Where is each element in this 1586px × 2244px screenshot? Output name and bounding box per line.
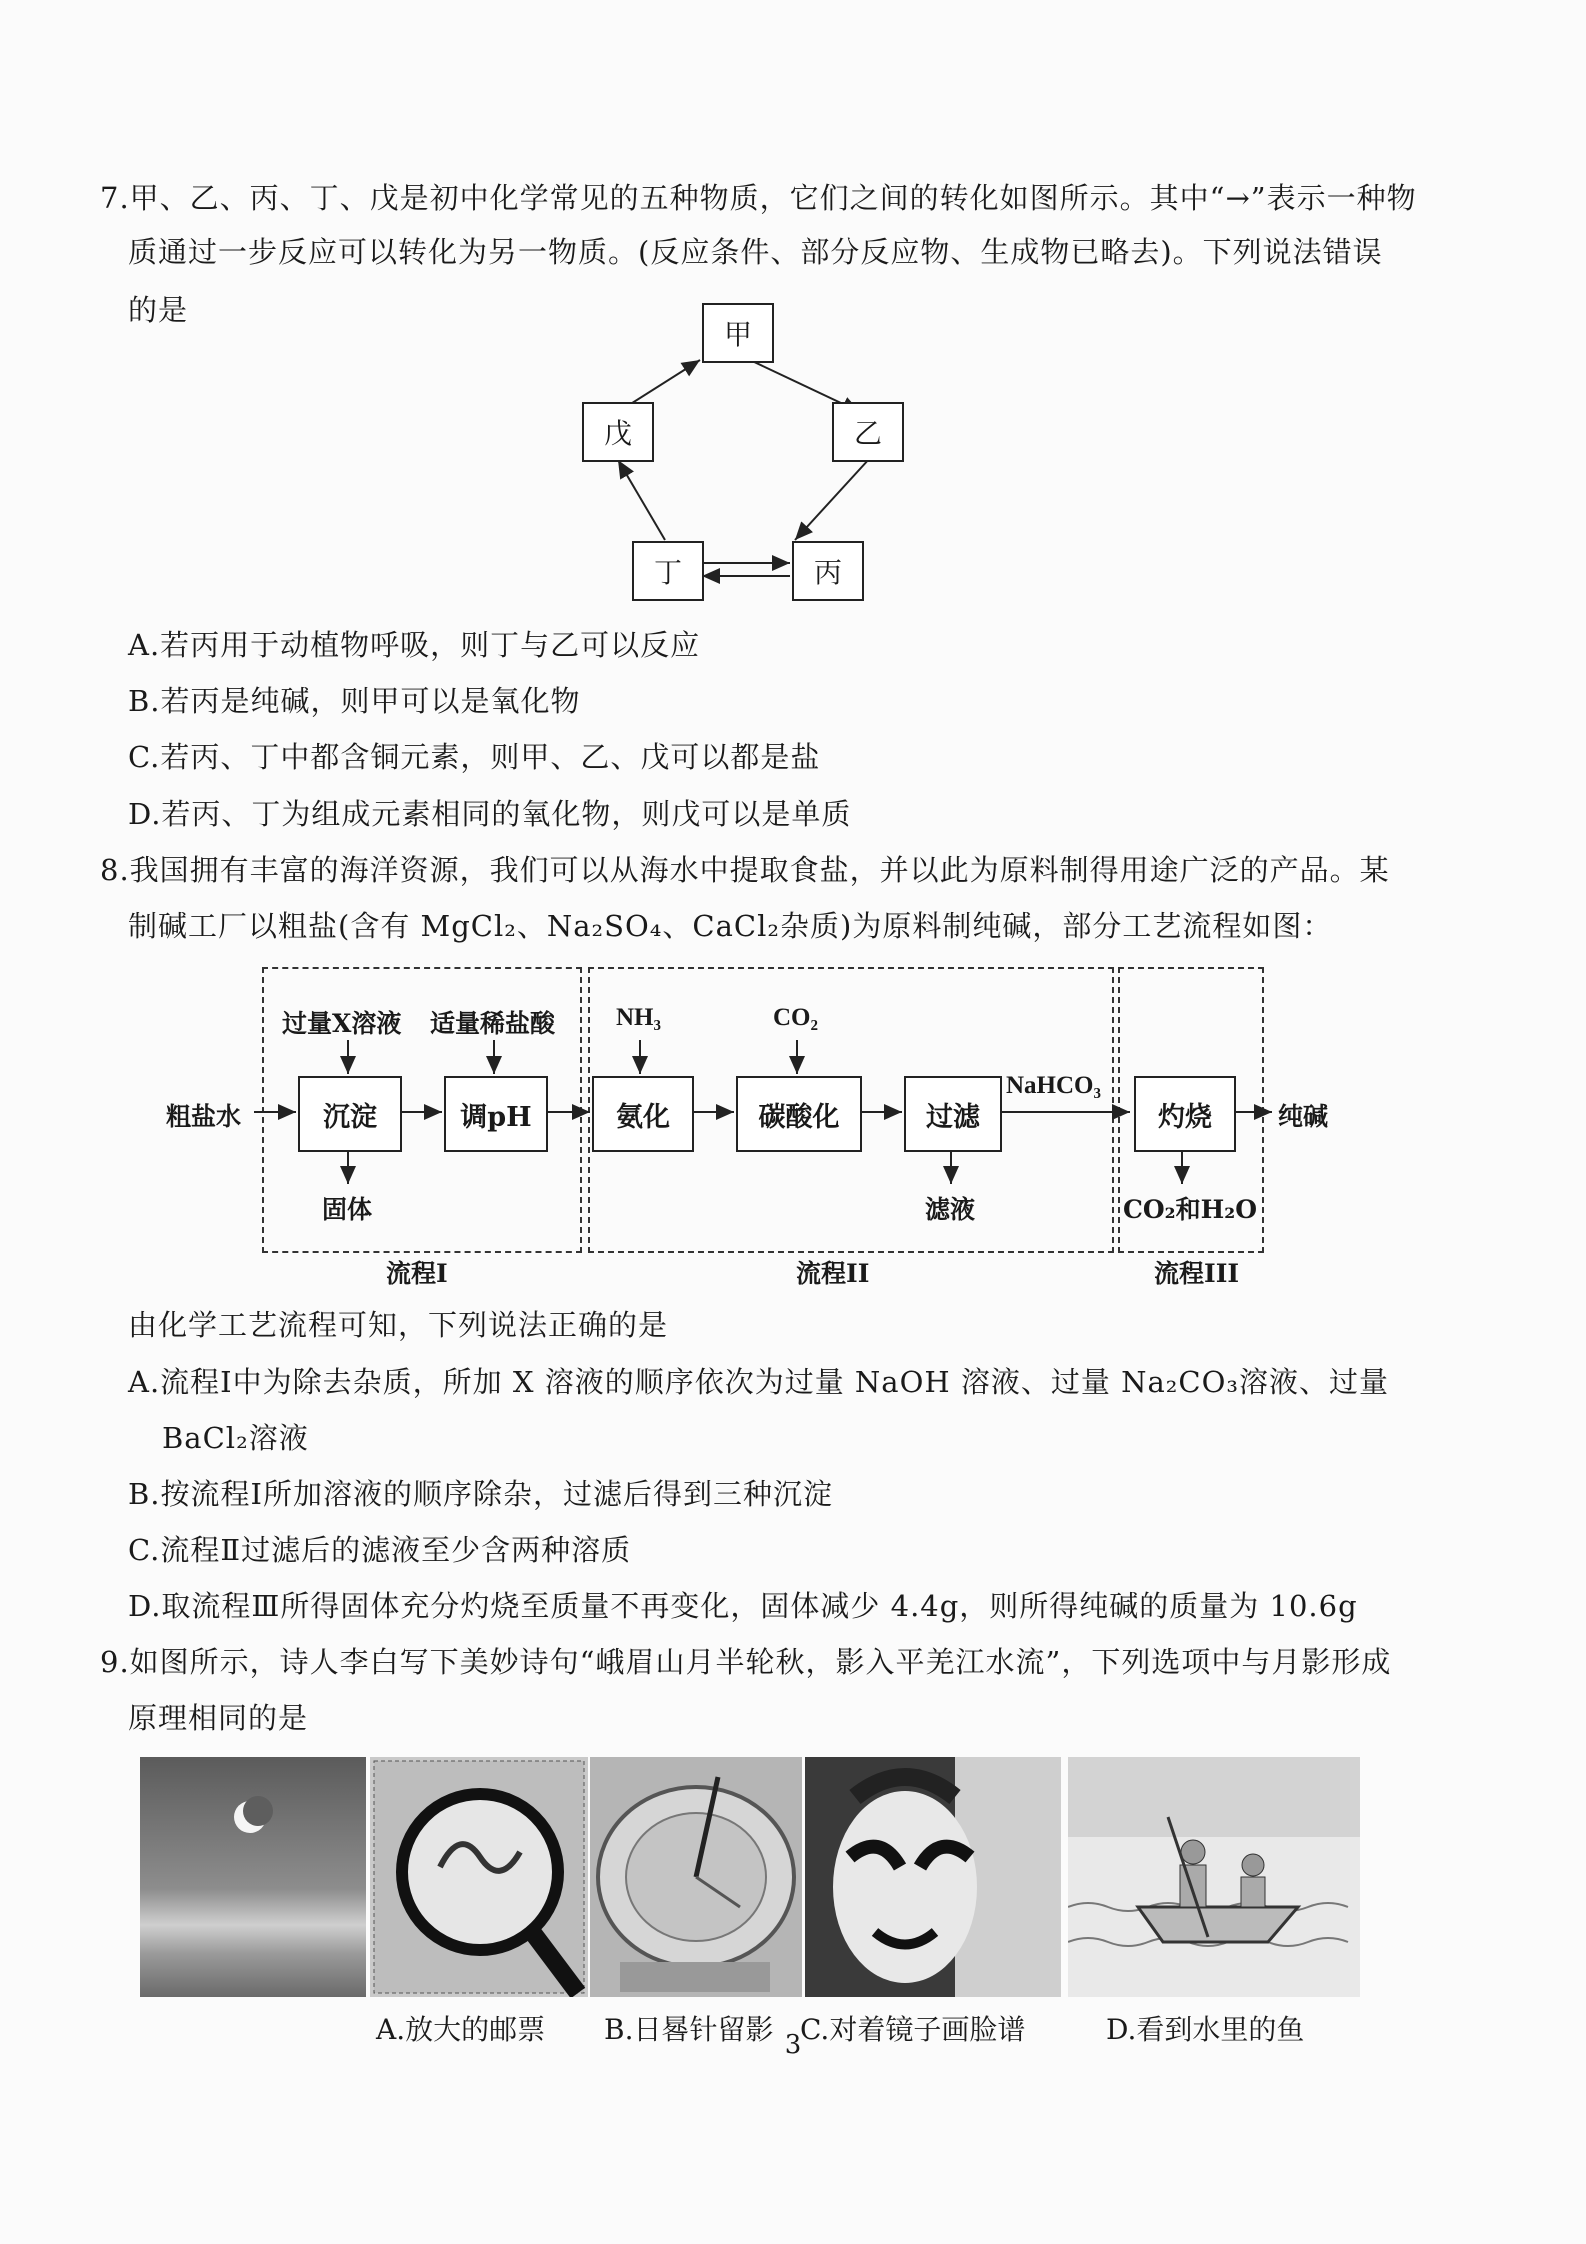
flow-reagent-4: CO₂ bbox=[773, 1004, 818, 1031]
q8-option-a-cont: BaCl₂溶液 bbox=[162, 1421, 309, 1455]
q8-option-d: D.取流程Ⅲ所得固体充分灼烧至质量不再变化，固体减少 4.4g，则所得纯碱的质量为 10.6g bbox=[128, 1589, 1358, 1623]
flow-step-4: 碳酸化 bbox=[736, 1076, 862, 1152]
q8-question: 由化学工艺流程可知，下列说法正确的是 bbox=[128, 1308, 669, 1342]
q7-stem-line-3: 的是 bbox=[128, 293, 189, 327]
node-jia: 甲 bbox=[702, 303, 774, 363]
node-wu: 戊 bbox=[582, 402, 654, 462]
flow-step-1: 沉淀 bbox=[298, 1076, 402, 1152]
q9-caption-b: B.日晷针留影 bbox=[604, 2013, 774, 2046]
flow-byproduct-2: 滤液 bbox=[925, 1195, 976, 1224]
q9-caption-d: D.看到水里的鱼 bbox=[1106, 2013, 1305, 2046]
q8-stem-line-2: 制碱工厂以粗盐(含有 MgCl₂、Na₂SO₄、CaCl₂杂质)为原料制纯碱，部分工艺流程如图： bbox=[128, 909, 1333, 943]
q7-option-b: B.若丙是纯碱，则甲可以是氧化物 bbox=[128, 684, 581, 718]
flow-step-6: 灼烧 bbox=[1134, 1076, 1236, 1152]
flow-byproduct-3: CO₂和H₂O bbox=[1123, 1195, 1257, 1224]
flow-intermediate: NaHCO₃ bbox=[1006, 1072, 1101, 1099]
node-bing: 丙 bbox=[792, 541, 864, 601]
flow-output: 纯碱 bbox=[1278, 1102, 1329, 1131]
mirror-face-painting-photo bbox=[805, 1757, 1061, 1997]
flow-reagent-3: NH₃ bbox=[616, 1004, 661, 1031]
q9-stem-line-2: 原理相同的是 bbox=[128, 1701, 309, 1735]
q8-option-c: C.流程Ⅱ过滤后的滤液至少含两种溶质 bbox=[128, 1533, 632, 1567]
magnified-stamp-photo bbox=[370, 1757, 588, 1997]
crescent-moon-icon bbox=[140, 1757, 366, 1997]
page-number: 3 bbox=[784, 2030, 802, 2060]
q8-option-b: B.按流程Ⅰ所加溶液的顺序除杂，过滤后得到三种沉淀 bbox=[128, 1477, 833, 1511]
node-ding: 丁 bbox=[632, 541, 704, 601]
flow-section-1-label: 流程I bbox=[386, 1259, 448, 1288]
q9-caption-c: C.对着镜子画脸谱 bbox=[800, 2013, 1026, 2046]
q7-stem-line-2: 质通过一步反应可以转化为另一物质。(反应条件、部分反应物、生成物已略去)。下列说法错误 bbox=[128, 235, 1383, 269]
fishing-boat-photo bbox=[1068, 1757, 1360, 1997]
q7-option-c: C.若丙、丁中都含铜元素，则甲、乙、戊可以都是盐 bbox=[128, 740, 821, 774]
q9-stem-line-1: 9.如图所示，诗人李白写下美妙诗句“峨眉山月半轮秋，影入平羌江水流”，下列选项中与月影形成 bbox=[100, 1645, 1392, 1679]
flow-section-2-label: 流程II bbox=[796, 1259, 870, 1288]
flow-section-3-label: 流程III bbox=[1154, 1259, 1240, 1288]
flow-input: 粗盐水 bbox=[166, 1102, 242, 1131]
flow-step-2: 调pH bbox=[444, 1076, 548, 1152]
flow-step-5: 过滤 bbox=[904, 1076, 1002, 1152]
q9-caption-a: A.放大的邮票 bbox=[376, 2013, 546, 2046]
node-yi: 乙 bbox=[832, 402, 904, 462]
sundial-photo bbox=[590, 1757, 802, 1997]
q7-option-a: A.若丙用于动植物呼吸，则丁与乙可以反应 bbox=[128, 628, 701, 662]
flow-reagent-2: 适量稀盐酸 bbox=[430, 1009, 556, 1038]
flow-reagent-1: 过量X溶液 bbox=[282, 1009, 402, 1038]
q7-option-d: D.若丙、丁为组成元素相同的氧化物，则戊可以是单质 bbox=[128, 797, 852, 831]
q8-stem-line-1: 8.我国拥有丰富的海洋资源，我们可以从海水中提取食盐，并以此为原料制得用途广泛的产品。某 bbox=[100, 853, 1390, 887]
flow-byproduct-1: 固体 bbox=[322, 1195, 373, 1224]
q7-stem-line-1: 7.甲、乙、丙、丁、戊是初中化学常见的五种物质，它们之间的转化如图所示。其中“→”表示一种物 bbox=[100, 181, 1417, 215]
q8-option-a: A.流程Ⅰ中为除去杂质，所加 X 溶液的顺序依次为过量 NaOH 溶液、过量 Na₂CO₃溶液、过量 bbox=[128, 1365, 1389, 1399]
moon-river-photo bbox=[140, 1757, 366, 1997]
flow-step-3: 氨化 bbox=[592, 1076, 694, 1152]
